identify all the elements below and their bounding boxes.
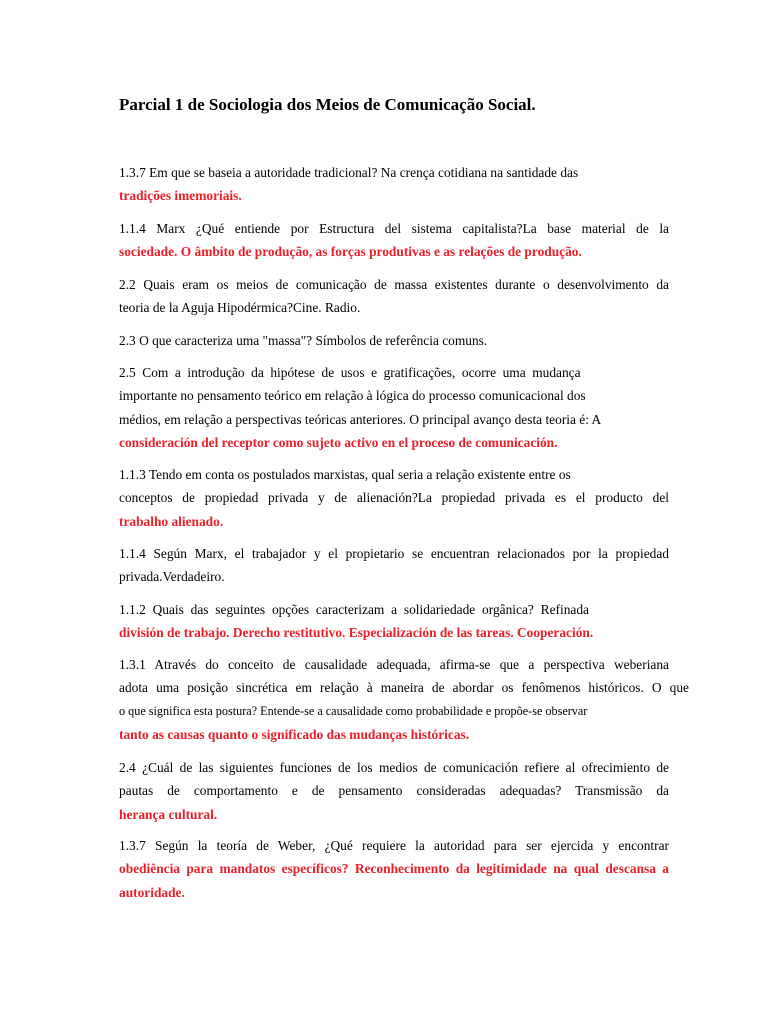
question-item <box>119 756 669 826</box>
question-text: 1.3.1 Através do conceito de causalidade adequada, afirma-se que a perspectiva weberiana <box>119 657 669 672</box>
question-item <box>119 361 669 455</box>
answer-text: herança cultural. <box>119 806 218 822</box>
answer-text: obediência para mandatos específicos? Reconhecimento da legitimidade na qual descansa a <box>119 861 669 877</box>
question-item <box>119 542 669 589</box>
answer-text: tanto as causas quanto o significado das mudanças históricas. <box>119 727 470 743</box>
question-text: médios, em relação a perspectivas teóricas anteriores. O principal avanço desta teoria é: A <box>119 411 602 427</box>
answer-text: división de trabajo. Derecho restitutivo. Especialización de las tareas. Cooperación. <box>119 625 594 641</box>
question-item <box>119 217 669 264</box>
document-title: Parcial 1 de Sociologia dos Meios de Comunicação Social. <box>119 95 536 114</box>
question-text: 1.3.7 Em que se baseia a autoridade tradicional? Na crença cotidiana na santidade das <box>119 165 579 180</box>
question-text: o que significa esta postura? Entende-se a causalidade como probabilidade e propõe-se observar <box>119 703 588 718</box>
question-item <box>119 598 669 645</box>
question-text: 2.4 ¿Cuál de las siguientes funciones de los medios de comunicación refiere al ofrecimiento de <box>119 760 669 775</box>
question-text: conceptos de propiedad privada y de alienación?La propiedad privada es el producto del <box>119 490 669 506</box>
answer-text: autoridade. <box>119 884 185 900</box>
question-item <box>119 653 689 747</box>
answer-text: consideración del receptor como sujeto activo en el proceso de comunicación. <box>119 435 558 451</box>
question-text: pautas de comportamento e de pensamento consideradas adequadas? Transmissão da <box>119 783 669 799</box>
answer-text: tradições imemoriais. <box>119 188 242 204</box>
answer-text: trabalho alienado. <box>119 513 224 529</box>
question-text: adota uma posição sincrética em relação à maneira de abordar os fenômenos históricos. O que <box>119 680 689 696</box>
question-item <box>119 834 669 904</box>
question-item <box>119 329 669 352</box>
question-item <box>119 463 669 533</box>
question-text: 2.5 Com a introdução da hipótese de usos e gratificações, ocorre uma mudança <box>119 365 581 380</box>
question-text: 2.2 Quais eram os meios de comunicação de massa existentes durante o desenvolvimento da <box>119 277 669 292</box>
question-text: teoria de la Aguja Hipodérmica?Cine. Radio. <box>119 300 361 316</box>
question-text: privada.Verdadeiro. <box>119 569 225 585</box>
question-text: 1.3.7 Según la teoría de Weber, ¿Qué requiere la autoridad para ser ejercida y encontrar <box>119 838 669 853</box>
question-text: importante no pensamento teórico em relação à lógica do processo comunicacional dos <box>119 388 586 404</box>
question-text: 1.1.4 Marx ¿Qué entiende por Estructura del sistema capitalista?La base material de la <box>119 221 669 236</box>
question-text: 1.1.4 Según Marx, el trabajador y el propietario se encuentran relacionados por la propiedad <box>119 546 669 561</box>
question-text: 2.3 O que caracteriza uma "massa"? Símbolos de referência comuns. <box>119 333 488 348</box>
question-text: 1.1.3 Tendo em conta os postulados marxistas, qual seria a relação existente entre os <box>119 467 571 482</box>
answer-text: sociedade. O âmbito de produção, as forças produtivas e as relações de produção. <box>119 244 582 260</box>
question-item <box>119 161 669 208</box>
question-text: 1.1.2 Quais das seguintes opções caracterizam a solidariedade orgânica? Refinada <box>119 602 589 617</box>
question-item <box>119 273 669 320</box>
